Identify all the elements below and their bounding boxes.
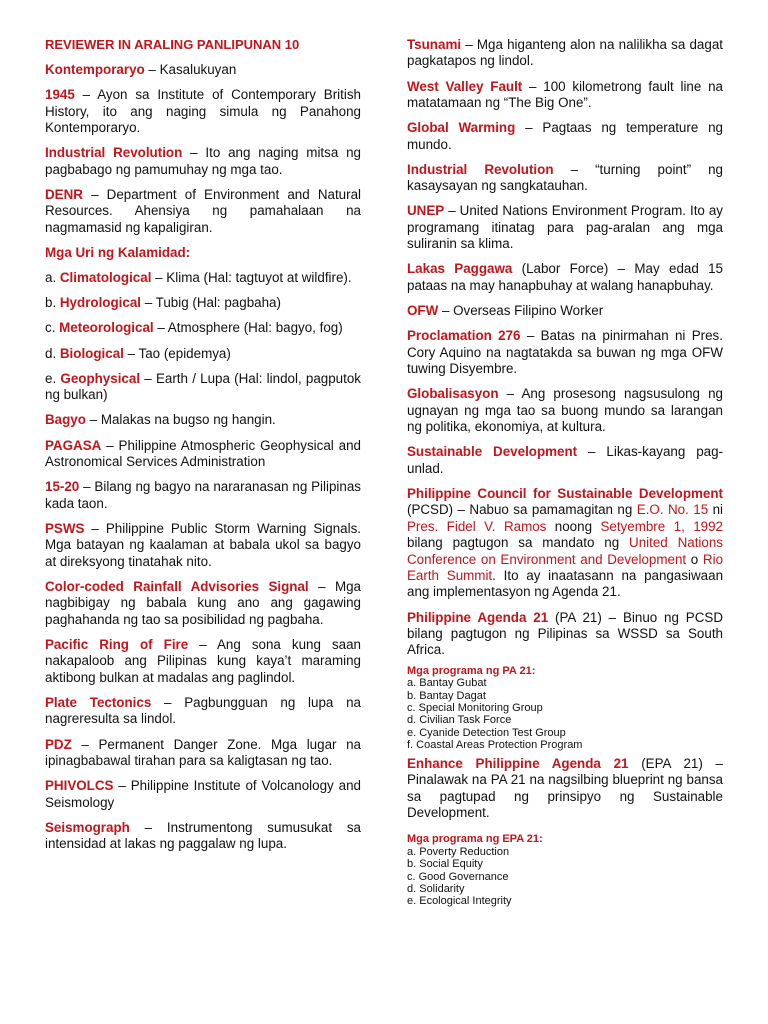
entry-term: Pacific Ring of Fire (45, 636, 189, 652)
left-entry (45, 412, 361, 428)
entry-definition: – Batas na pinirmahan ni Pres. Cory Aquino na nagtatakda sa buwan ng mga OFW tuwing Disyembre. (407, 328, 723, 377)
entry-term: 1945 (45, 87, 75, 103)
pcsd-text-2: ni (708, 502, 723, 518)
entry-definition: – Ito ang naging mitsa ng pagbabago ng pamumuhay ng mga tao. (45, 145, 361, 177)
entry-term: PSWS (45, 520, 85, 536)
program-item: e. Cyanide Detection Test Group (407, 726, 566, 739)
entry-pa21 (407, 610, 723, 659)
entry-term: West Valley Fault (407, 78, 523, 94)
pcsd-date: Setyembre 1, 1992 (600, 518, 723, 534)
left-entry (45, 320, 361, 336)
left-entry (45, 87, 361, 136)
left-entry (45, 695, 361, 728)
entry-definition: – Mga higanteng alon na nalilikha sa dagat pagkatapos ng lindol. (407, 37, 723, 69)
document-title: REVIEWER IN ARALING PANLIPUNAN 10 (45, 37, 300, 52)
entry-term: Plate Tectonics (45, 694, 152, 710)
entry-definition: – Bilang ng bagyo na nararanasan ng Pilipinas kada taon. (45, 479, 361, 511)
entry-definition: – Overseas Filipino Worker (438, 303, 604, 319)
entry-prefix: d. (45, 345, 60, 361)
entry-prefix: c. (45, 320, 60, 336)
entry-definition: – Atmosphere (Hal: bagyo, fog) (153, 320, 343, 336)
entry-definition: – Mga nagbibigay ng babala kung ano ang gagawing paghahanda ng tao sa posibilidad ng pagbaha. (45, 578, 362, 627)
right-entry (407, 203, 723, 252)
entry-definition: – “turning point” ng kasaysayan ng sangkatauhan. (407, 161, 724, 194)
entry-term: Globalisasyon (407, 386, 499, 402)
pcsd-text-6: . Ito ay inaatasann na pangasiwaan ang implementasyon ng Agenda 21. (407, 567, 724, 600)
right-entry (407, 444, 723, 477)
entry-definition: – Tubig (Hal: pagbaha) (141, 295, 281, 311)
program-item: c. Good Governance (407, 870, 509, 883)
entry-definition: – Ang prosesong nagsusulong ng ugnayan ng mga tao sa buong mundo sa larangan ng politika, ekonomiya, at kultura. (407, 386, 723, 435)
pcsd-text-1: (PCSD) – Nabuo sa pamamagitan ng (407, 502, 637, 518)
entry-definition: – Kasalukuyan (144, 62, 237, 77)
left-entry (45, 187, 361, 236)
entry-term: Industrial Revolution (45, 145, 183, 161)
right-entry (407, 79, 723, 112)
entry-definition: – Earth / Lupa (Hal: lindol, pagputok ng bulkan) (45, 370, 361, 403)
program-item: b. Bantay Dagat (407, 689, 486, 702)
right-entry (407, 328, 723, 377)
entry-definition: – Instrumentong sumusukat sa intensidad at lakas ng paggalaw ng lupa. (45, 819, 361, 852)
entry-term: Lakas Paggawa (407, 261, 513, 277)
right-entries (407, 37, 723, 477)
entry-term: DENR (45, 186, 83, 202)
left-entry (45, 637, 361, 686)
program-item: a. Bantay Gubat (407, 677, 487, 690)
entry-term: PAGASA (45, 437, 102, 453)
right-entry (407, 303, 723, 319)
left-entry (45, 270, 361, 286)
entry-definition: – Pagtaas ng temperature ng mundo. (407, 120, 723, 152)
entry-prefix: a. (45, 270, 60, 286)
pcsd-unced: United Nations Conference on Environment and Development (407, 535, 723, 567)
entry-term: 15-20 (45, 479, 80, 495)
entry-term: Sustainable Development (407, 444, 578, 460)
left-entries (45, 62, 361, 853)
program-item: d. Solidarity (407, 883, 465, 896)
entry-term: Tsunami (407, 37, 462, 52)
left-entry (45, 737, 361, 770)
pcsd-summit: Rio Earth Summit (407, 551, 724, 583)
entry-pcsd (407, 486, 723, 601)
left-entry (45, 820, 361, 853)
entry-definition: – Philippine Public Storm Warning Signals. Mga batayan ng kaalaman at babala ukol sa bagyo at direksyong tinatahak nito. (45, 520, 361, 569)
pcsd-text-5: o (686, 551, 703, 567)
entry-term: PHIVOLCS (45, 778, 114, 794)
pcsd-text-3: noong (546, 518, 601, 534)
program-item: a. Poverty Reduction (407, 845, 510, 858)
entry-term: Geophysical (60, 370, 141, 386)
entry-definition: – Philippine Atmospheric Geophysical and Astronomical Services Administration (45, 437, 361, 470)
left-entry (45, 778, 361, 811)
left-entry (45, 579, 361, 628)
right-entry (407, 261, 723, 294)
entry-term: Kontemporaryo (45, 62, 145, 77)
entry-term: Color-coded Rainfall Advisories Signal (45, 578, 309, 594)
entry-epa21 (407, 756, 723, 822)
left-entry (45, 371, 361, 404)
entry-term: UNEP (407, 203, 445, 219)
entry-term: Seismograph (45, 819, 130, 835)
program-item: d. Civilian Task Force (407, 714, 512, 727)
program-item: e. Ecological Integrity (407, 895, 512, 908)
def-epa21: (EPA 21) – Pinalawak na PA 21 na nagsilbing blueprint ng bansa sa pagtupad ng prinsipyo ng Sustainable Development. (407, 755, 723, 820)
program-item: c. Special Monitoring Group (407, 702, 543, 715)
pcsd-eo: E.O. No. 15 (636, 502, 709, 518)
entry-definition: – Ang sona kung saan nakapaloob ang Pilipinas kung kaya’t maraming aktibong bulkan at madalas ang paglindol. (45, 636, 362, 685)
pa21-programs-list (407, 677, 723, 751)
pcsd-text-4: bilang pagtugon sa mandato ng (407, 535, 630, 551)
left-entry (45, 145, 361, 178)
entry-term: Proclamation 276 (407, 328, 521, 344)
entry-term: PDZ (45, 736, 72, 752)
entry-term: Hydrological (59, 295, 141, 311)
program-item: f. Coastal Areas Protection Program (407, 739, 583, 752)
def-pa21: (PA 21) – Binuo ng PCSD bilang pagtugon ng Pilipinas sa WSSD sa South Africa. (407, 609, 724, 658)
left-entry (45, 346, 361, 362)
section-heading: Mga Uri ng Kalamidad: (45, 244, 191, 260)
entry-definition: – Philippine Institute of Volcanology and Seismology (45, 778, 361, 810)
epa21-programs-title: Mga programa ng EPA 21: (407, 833, 543, 846)
left-entry (45, 479, 361, 512)
right-column (407, 37, 723, 912)
entry-term: Climatological (59, 270, 152, 286)
entry-definition: – United Nations Environment Program. Ito ay programang itinatag para pag-aralan ang mga suliranin sa klima. (407, 203, 723, 252)
left-entry (45, 295, 361, 311)
entry-term: Industrial Revolution (407, 161, 554, 177)
entry-term: Global Warming (407, 120, 516, 136)
entry-prefix: b. (45, 295, 60, 311)
left-entry (45, 62, 361, 78)
term-pa21: Philippine Agenda 21 (407, 609, 549, 625)
left-column (45, 37, 361, 861)
right-entry (407, 37, 723, 70)
entry-term: OFW (407, 303, 439, 319)
entry-definition: – Klima (Hal: tagtuyot at wildfire). (151, 270, 352, 286)
entry-definition: – Tao (epidemya) (123, 345, 231, 361)
entry-definition: (Labor Force) – May edad 15 pataas na may hanapbuhay at walang hanapbuhay. (407, 261, 723, 293)
entry-prefix: e. (45, 370, 61, 386)
entry-definition: – Likas-kayang pag-unlad. (407, 444, 724, 476)
entry-definition: – Pagbungguan ng lupa na nagreresulta sa lindol. (45, 694, 361, 727)
entry-definition: – Ayon sa Institute of Contemporary British History, ito ang naging simula ng Panahong Kontemporaryo. (45, 87, 361, 136)
pcsd-president: Pres. Fidel V. Ramos (407, 518, 547, 534)
term-pcsd: Philippine Council for Sustainable Development (407, 485, 723, 501)
program-item: b. Social Equity (407, 858, 483, 871)
entry-definition: – 100 kilometrong fault line na matatamaan ng “The Big One”. (407, 78, 723, 111)
left-entry (45, 521, 361, 570)
right-entry (407, 162, 723, 195)
right-entry (407, 120, 723, 153)
term-epa21: Enhance Philippine Agenda 21 (407, 755, 629, 771)
right-entry (407, 386, 723, 435)
left-entry (45, 438, 361, 471)
pa21-programs-title: Mga programa ng PA 21: (407, 664, 536, 677)
entry-definition: – Permanent Danger Zone. Mga lugar na ipinagbabawal tirahan para sa kaligtasan ng tao. (45, 736, 361, 768)
entry-term: Biological (59, 345, 124, 361)
entry-definition: – Department of Environment and Natural Resources. Ahensiya ng pamahalaan na nagmamasid ng kapaligiran. (45, 186, 361, 235)
entry-term: Bagyo (45, 412, 86, 428)
entry-term: Meteorological (59, 320, 154, 336)
entry-definition: – Malakas na bugso ng hangin. (85, 412, 276, 428)
epa21-programs-list (407, 846, 723, 908)
